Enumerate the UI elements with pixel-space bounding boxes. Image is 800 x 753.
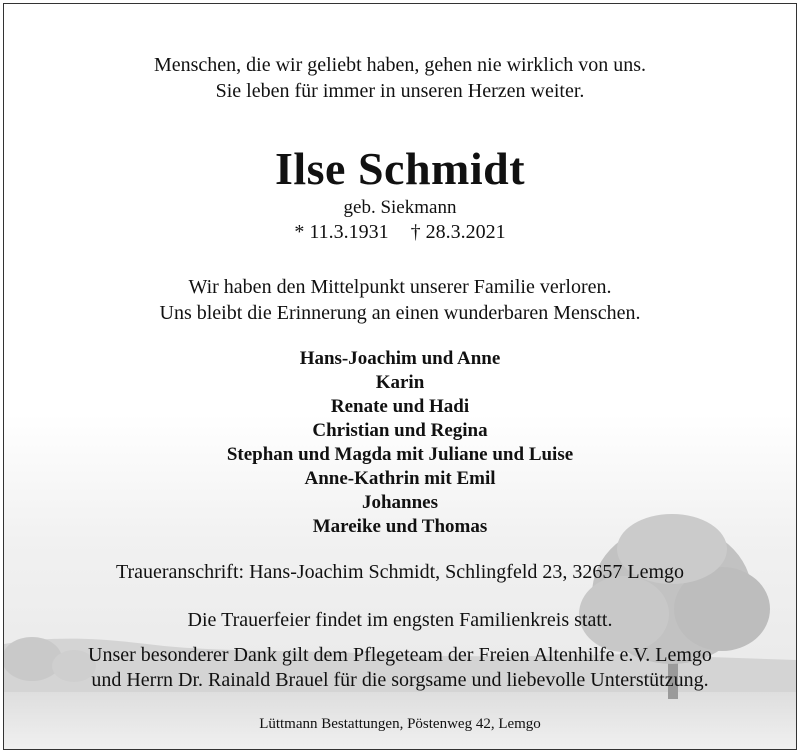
mourner-name: Karin [375, 372, 425, 393]
ceremony-note: Die Trauerfeier findet im engsten Familienkreis statt. [187, 609, 613, 631]
mourner-name: Hans-Joachim und Anne [299, 348, 501, 369]
deceased-name: Ilse Schmidt [274, 143, 526, 194]
death-date: † 28.3.2021 [410, 221, 506, 243]
motto-line-1: Menschen, die wir geliebt haben, gehen nie wirklich von uns. [153, 54, 647, 76]
mourner-name: Renate und Hadi [330, 396, 470, 417]
funeral-home-footer: Lüttmann Bestattungen, Pöstenweg 42, Lemgo [259, 716, 541, 732]
obituary-notice [3, 3, 797, 750]
mourner-name: Anne-Kathrin mit Emil [304, 468, 496, 489]
tribute-line-2: Uns bleibt die Erinnerung an einen wunderbaren Menschen. [159, 302, 641, 324]
mourner-name: Stephan und Magda mit Juliane und Luise [226, 444, 574, 465]
thanks-line-2: und Herrn Dr. Rainald Brauel für die sorgsame und liebevolle Unterstützung. [91, 669, 709, 691]
mourner-name: Johannes [361, 492, 439, 513]
mourner-name: Mareike und Thomas [312, 516, 488, 537]
tribute-line-1: Wir haben den Mittelpunkt unserer Familie verloren. [188, 276, 612, 298]
thanks-line-1: Unser besonderer Dank gilt dem Pflegeteam der Freien Altenhilfe e.V. Lemgo [88, 644, 712, 666]
mourner-name: Christian und Regina [312, 420, 488, 441]
motto-line-2: Sie leben für immer in unseren Herzen weiter. [215, 80, 585, 102]
birth-name: geb. Siekmann [343, 197, 457, 218]
birth-date: * 11.3.1931 [294, 221, 389, 243]
life-dates [4, 221, 796, 244]
mourning-address: Traueranschrift: Hans-Joachim Schmidt, Schlingfeld 23, 32657 Lemgo [115, 561, 685, 583]
